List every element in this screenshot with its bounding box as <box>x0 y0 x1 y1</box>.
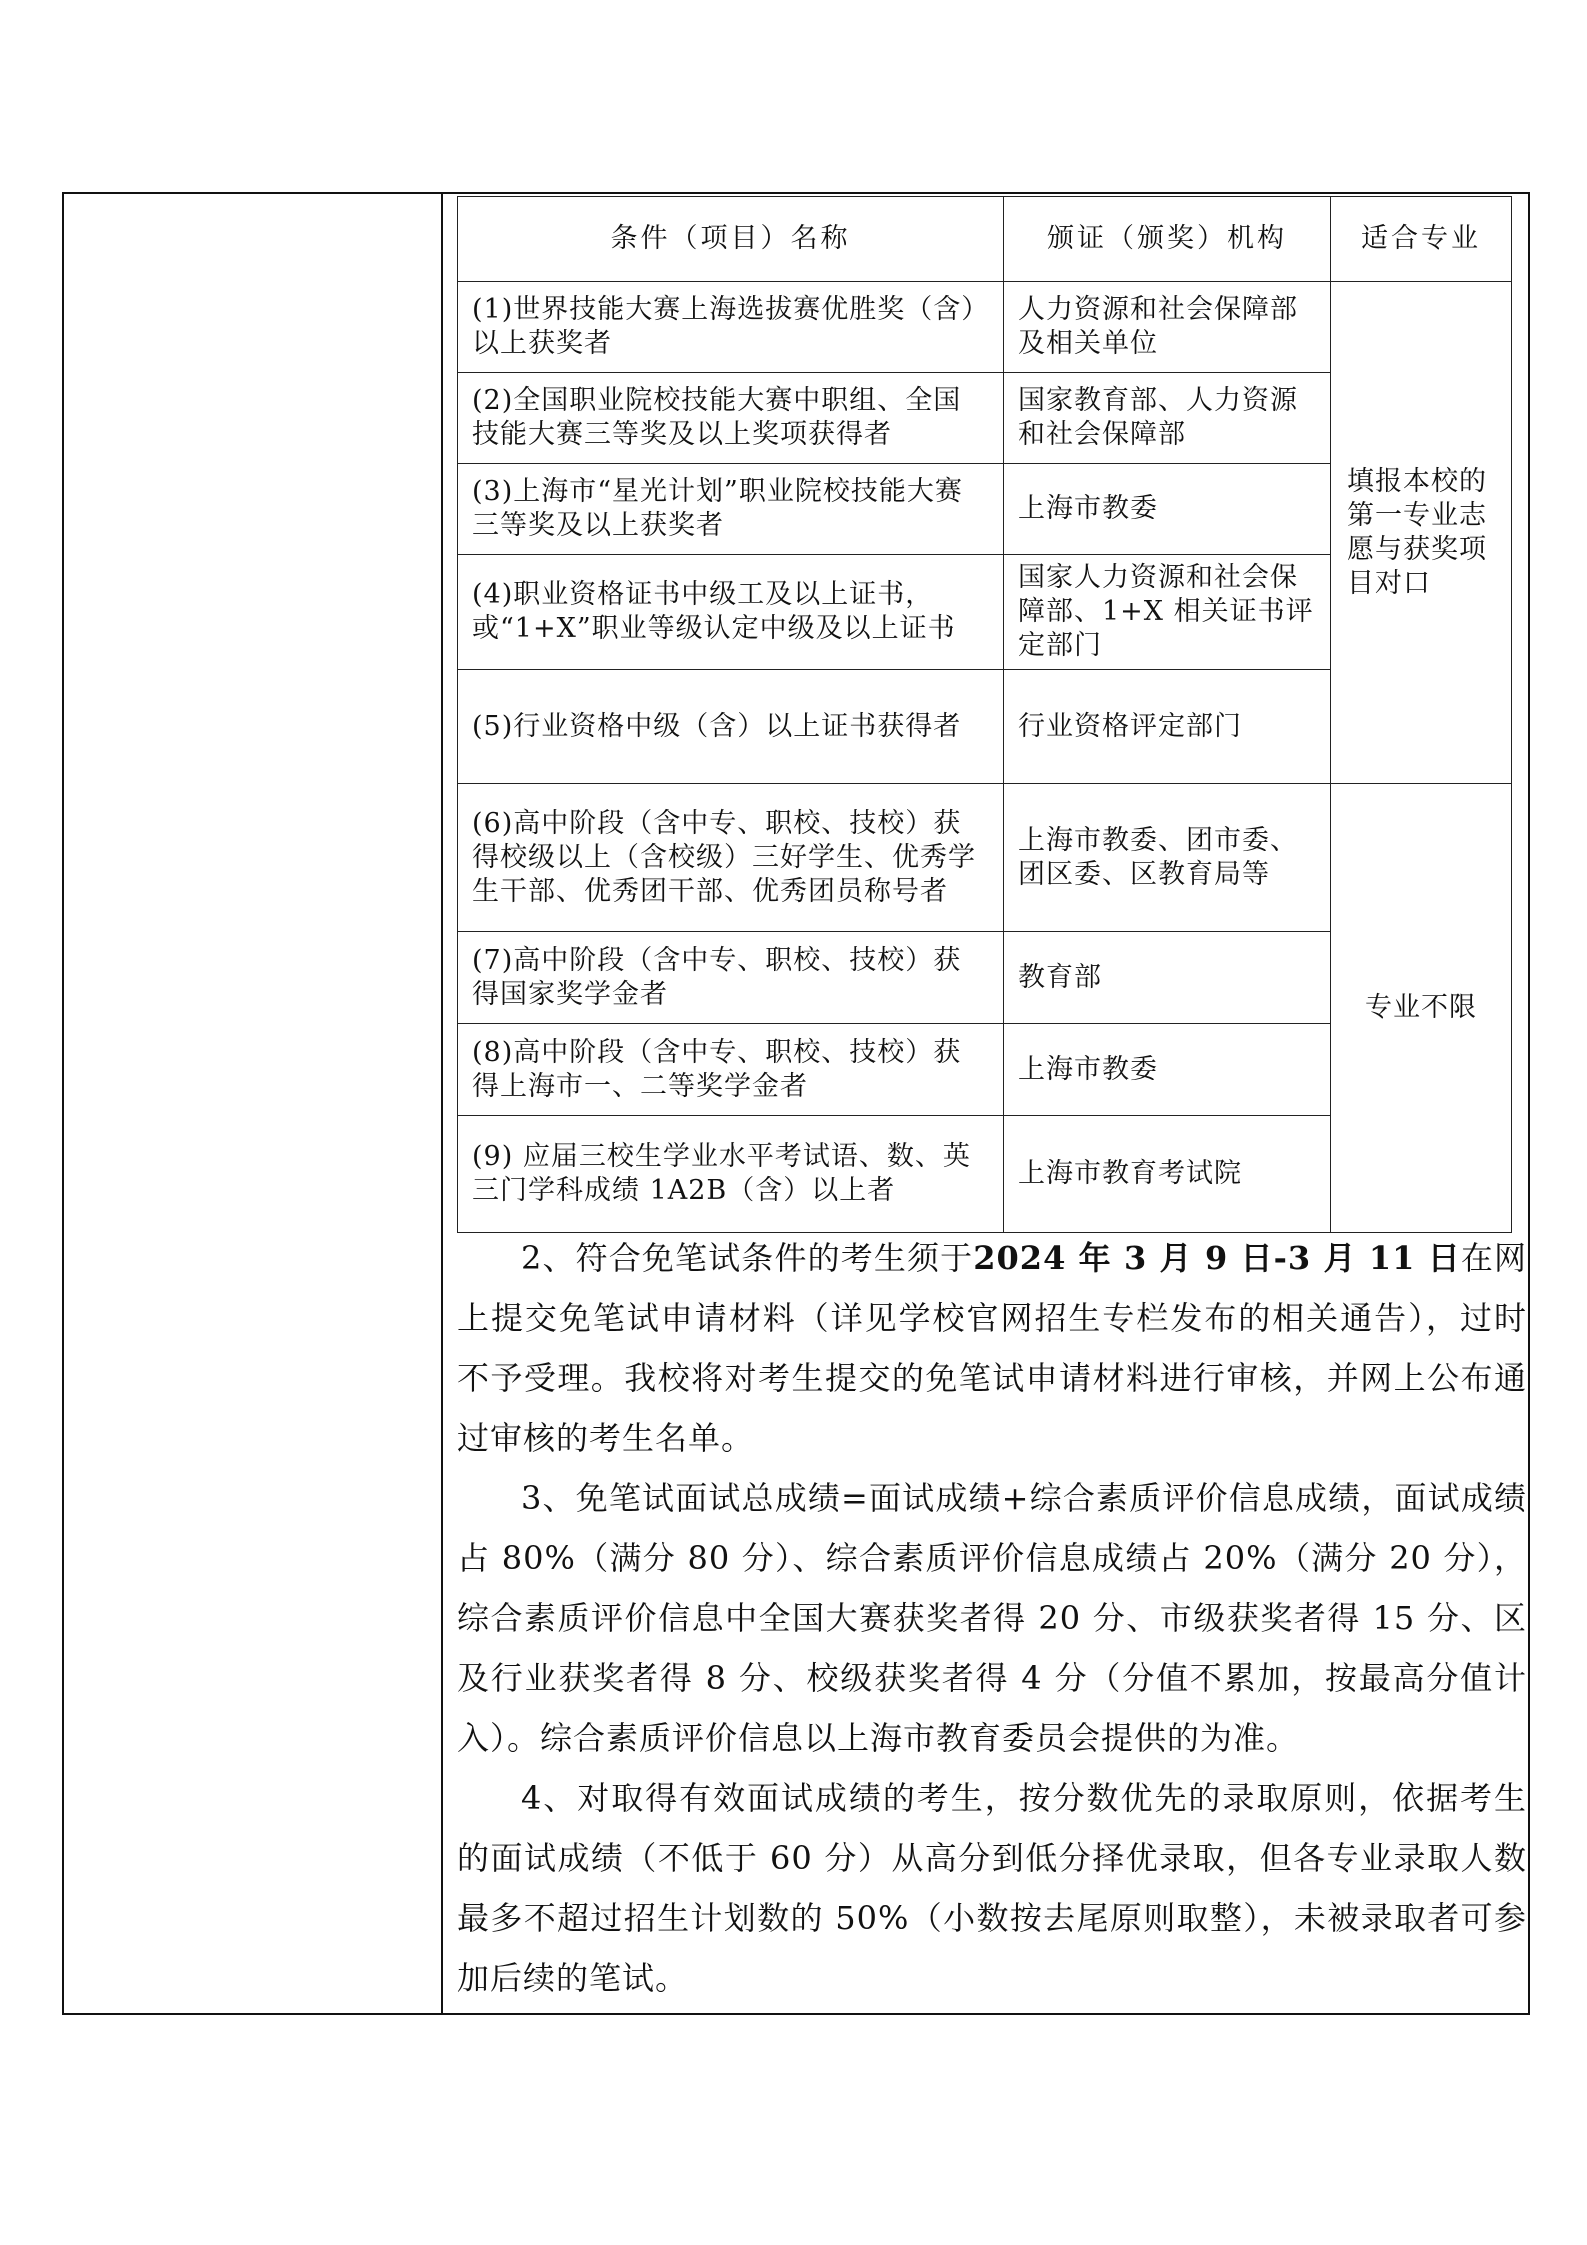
org-cell: 上海市教育考试院 <box>1004 1116 1331 1233</box>
condition-cell: (2)全国职业院校技能大赛中职组、全国技能大赛三等奖及以上奖项获得者 <box>458 373 1004 464</box>
paragraph-2-rest: 在网上提交免笔试申请材料（详见学校官网招生专栏发布的相关通告），过时不予受理。我校将对考生提交的免笔试申请材料进行审核，并网上公布通过审核的考生名单。 <box>457 1239 1527 1457</box>
header-issuing-org: 颁证（颁奖）机构 <box>1004 197 1331 282</box>
condition-cell: (4)职业资格证书中级工及以上证书，或“1+X”职业等级认定中级及以上证书 <box>458 555 1004 670</box>
header-condition-name: 条件（项目）名称 <box>458 197 1004 282</box>
exemption-conditions-table <box>457 196 1512 1233</box>
header-applicable-major: 适合专业 <box>1331 197 1512 282</box>
table-header-row <box>458 197 1512 282</box>
org-cell: 人力资源和社会保障部及相关单位 <box>1004 282 1331 373</box>
outer-form-table <box>62 192 1530 2015</box>
condition-cell: (1)世界技能大赛上海选拔赛优胜奖（含）以上获奖者 <box>458 282 1004 373</box>
paragraph-4: 4、对取得有效面试成绩的考生，按分数优先的录取原则，依据考生的面试成绩（不低于 60 分）从高分到低分择优录取，但各专业录取人数最多不超过招生计划数的 50%（小数按去尾原则取整），未被录取者可参加后续的笔试。 <box>457 1779 1527 1997</box>
rules-paragraphs <box>443 1228 1527 2008</box>
org-cell: 上海市教委 <box>1004 464 1331 555</box>
major-cell-unrestricted: 专业不限 <box>1331 784 1512 1233</box>
left-label-column <box>64 194 443 2013</box>
condition-cell: (7)高中阶段（含中专、职校、技校）获得国家奖学金者 <box>458 932 1004 1024</box>
condition-cell: (8)高中阶段（含中专、职校、技校）获得上海市一、二等奖学金者 <box>458 1024 1004 1116</box>
org-cell: 国家教育部、人力资源和社会保障部 <box>1004 373 1331 464</box>
application-date-range: 2024 年 3 月 9 日-3 月 11 日 <box>973 1239 1461 1277</box>
paragraph-2-start: 2、符合免笔试条件的考生须于 <box>521 1239 974 1277</box>
org-cell: 教育部 <box>1004 932 1331 1024</box>
org-cell: 行业资格评定部门 <box>1004 670 1331 784</box>
table-row <box>458 784 1512 932</box>
paragraph-3: 3、免笔试面试总成绩=面试成绩+综合素质评价信息成绩，面试成绩占 80%（满分 80 分）、综合素质评价信息成绩占 20%（满分 20 分），综合素质评价信息中全国大赛获奖者得 20 分、市级获奖者得 15 分、区及行业获奖者得 8 分、校级获奖者得 4 分（分值不累加，按最高分值计入）。综合素质评价信息以上海市教育委员会提供的为准。 <box>457 1479 1527 1757</box>
condition-cell: (6)高中阶段（含中专、职校、技校）获得校级以上（含校级）三好学生、优秀学生干部、优秀团干部、优秀团员称号者 <box>458 784 1004 932</box>
org-cell: 上海市教委 <box>1004 1024 1331 1116</box>
condition-cell: (9) 应届三校生学业水平考试语、数、英三门学科成绩 1A2B（含）以上者 <box>458 1116 1004 1233</box>
org-cell: 国家人力资源和社会保障部、1+X 相关证书评定部门 <box>1004 555 1331 670</box>
condition-cell: (3)上海市“星光计划”职业院校技能大赛三等奖及以上获奖者 <box>458 464 1004 555</box>
condition-cell: (5)行业资格中级（含）以上证书获得者 <box>458 670 1004 784</box>
table-row <box>458 282 1512 373</box>
paragraph-2 <box>457 1228 1527 1468</box>
major-cell-matched: 填报本校的第一专业志愿与获奖项目对口 <box>1331 282 1512 784</box>
org-cell: 上海市教委、团市委、团区委、区教育局等 <box>1004 784 1331 932</box>
